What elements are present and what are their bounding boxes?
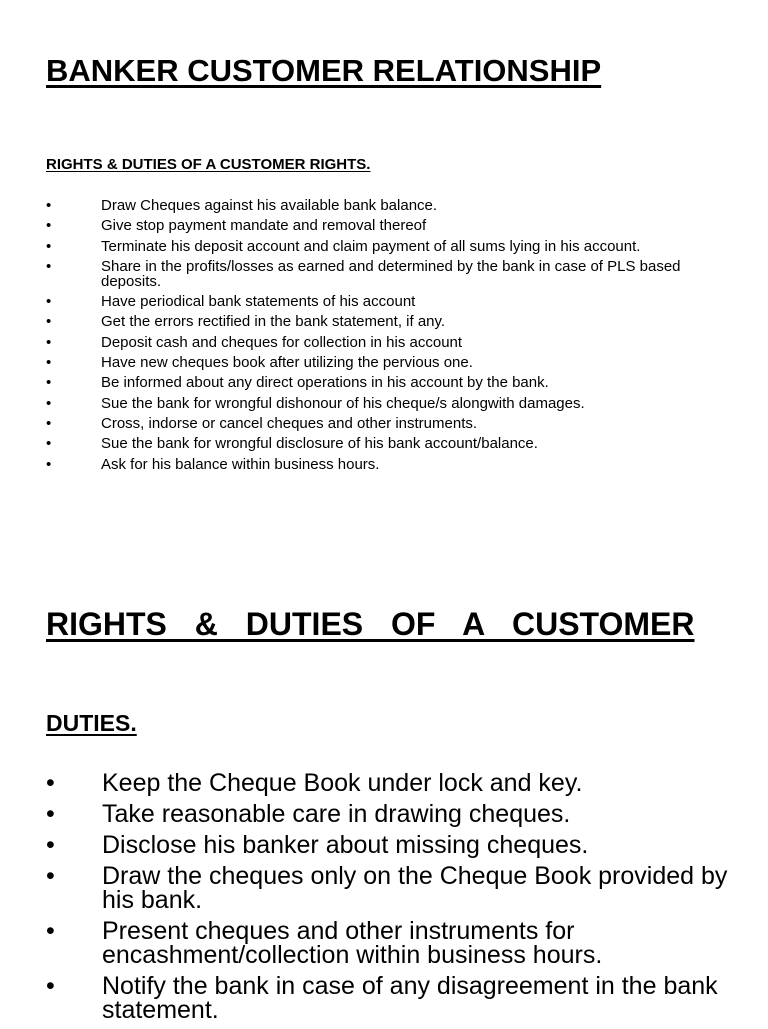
duties-heading: DUTIES.: [46, 710, 137, 736]
bullet-marker: •: [46, 333, 52, 351]
bullet-marker: •: [46, 293, 52, 311]
bullet-marker: •: [46, 257, 52, 275]
section-title: RIGHTS & DUTIES OF A CUSTOMER: [46, 606, 695, 642]
list-item: [46, 335, 736, 350]
duties-list: [46, 771, 736, 1029]
bullet-marker: •: [46, 237, 52, 255]
list-item: [46, 974, 736, 1022]
rights-heading: RIGHTS & DUTIES OF A CUSTOMER RIGHTS.: [46, 156, 371, 173]
list-item: [46, 436, 736, 451]
bullet-marker: •: [46, 769, 55, 797]
list-item: [46, 771, 736, 795]
rights-list: [46, 198, 736, 477]
bullet-marker: •: [46, 217, 52, 235]
list-item: [46, 864, 736, 912]
list-item-text: Sue the bank for wrongful disclosure of his bank account/balance.: [101, 435, 538, 453]
list-item-text: Disclose his banker about missing cheques.: [102, 831, 589, 859]
list-item-text: Present cheques and other instruments for encashment/collection within business hours.: [102, 917, 603, 969]
list-item: [46, 355, 736, 370]
bullet-marker: •: [46, 862, 55, 890]
list-item-text: Ask for his balance within business hours.: [101, 455, 380, 473]
list-item: [46, 294, 736, 309]
list-item-text: Sue the bank for wrongful dishonour of his cheque/s alongwith damages.: [101, 394, 585, 412]
bullet-marker: •: [46, 917, 55, 945]
list-item: [46, 198, 736, 213]
list-item: [46, 802, 736, 826]
bullet-marker: •: [46, 313, 52, 331]
document-title: BANKER CUSTOMER RELATIONSHIP: [46, 53, 602, 88]
bullet-marker: •: [46, 374, 52, 392]
list-item-text: Have new cheques book after utilizing the pervious one.: [101, 354, 473, 372]
list-item: [46, 259, 736, 289]
list-item-text: Be informed about any direct operations in his account by the bank.: [101, 374, 549, 392]
bullet-marker: •: [46, 831, 55, 859]
bullet-marker: •: [46, 800, 55, 828]
list-item: [46, 375, 736, 390]
bullet-marker: •: [46, 455, 52, 473]
list-item-text: Get the errors rectified in the bank statement, if any.: [101, 313, 446, 331]
bullet-marker: •: [46, 354, 52, 372]
list-item-text: Draw Cheques against his available bank balance.: [101, 197, 438, 214]
list-item: [46, 833, 736, 857]
list-item-text: Give stop payment mandate and removal thereof: [101, 217, 427, 235]
list-item-text: Share in the profits/losses as earned and determined by the bank in case of PLS based deposits.: [101, 257, 681, 290]
list-item: [46, 314, 736, 329]
list-item-text: Have periodical bank statements of his account: [101, 293, 416, 311]
list-item-text: Take reasonable care in drawing cheques.: [102, 800, 571, 828]
list-item: [46, 416, 736, 431]
list-item-text: Keep the Cheque Book under lock and key.: [102, 769, 583, 797]
list-item-text: Terminate his deposit account and claim payment of all sums lying in his account.: [101, 237, 641, 255]
list-item: [46, 239, 736, 254]
bullet-marker: •: [46, 414, 52, 432]
bullet-marker: •: [46, 435, 52, 453]
bullet-marker: •: [46, 394, 52, 412]
list-item: [46, 218, 736, 233]
bullet-marker: •: [46, 197, 52, 214]
list-item-text: Draw the cheques only on the Cheque Book provided by his bank.: [102, 862, 728, 914]
list-item: [46, 457, 736, 472]
bullet-marker: •: [46, 972, 55, 1000]
list-item-text: Deposit cash and cheques for collection in his account: [101, 333, 463, 351]
list-item: [46, 919, 736, 967]
list-item: [46, 396, 736, 411]
list-item-text: Notify the bank in case of any disagreement in the bank statement.: [102, 972, 718, 1024]
list-item-text: Cross, indorse or cancel cheques and other instruments.: [101, 414, 478, 432]
